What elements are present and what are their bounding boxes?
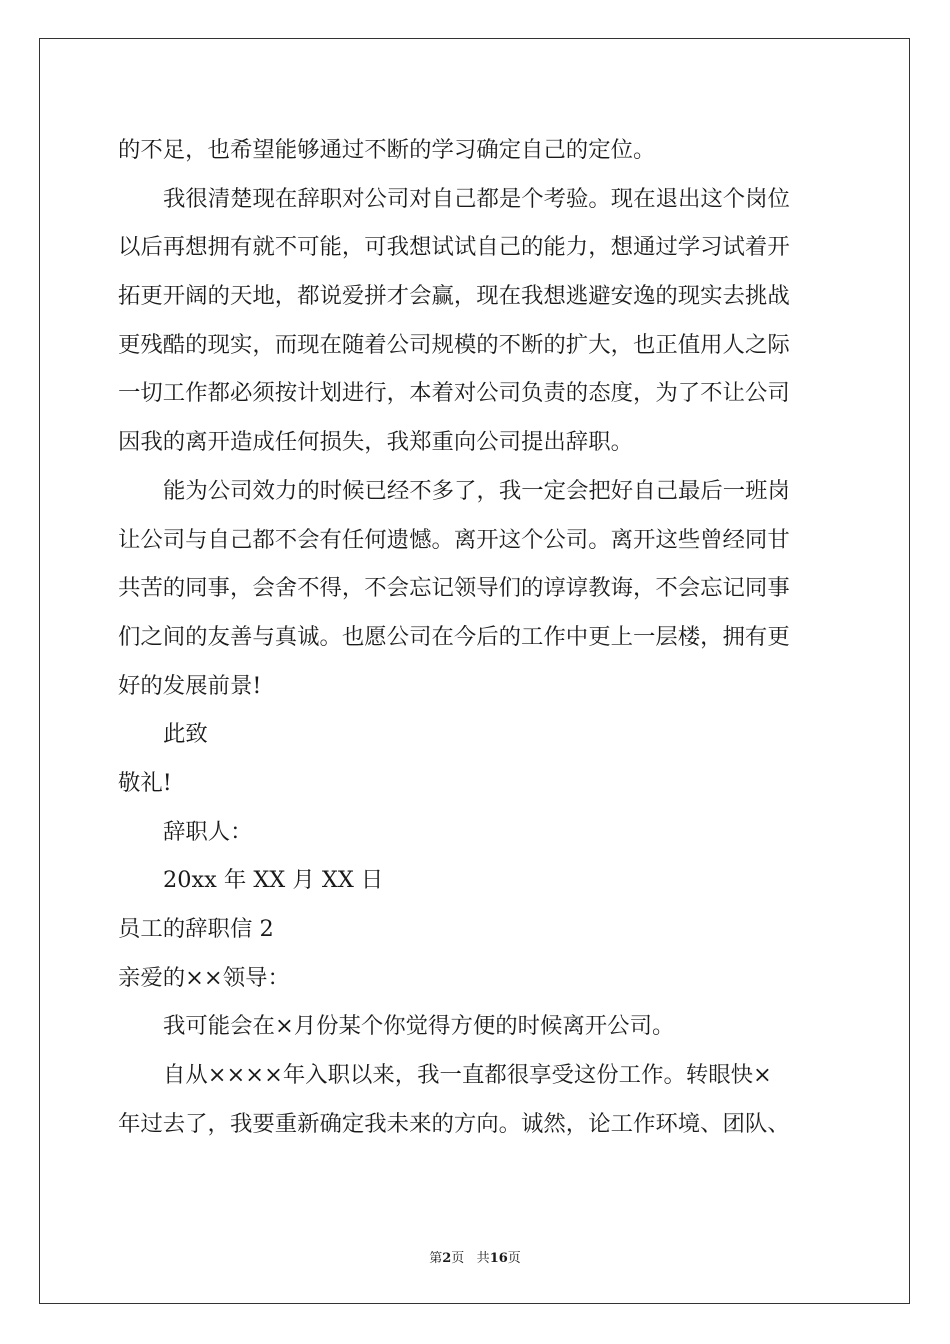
text-line: 20xx 年 XX 月 XX 日 <box>163 867 384 894</box>
text-line: 因我的离开造成任何损失，我郑重向公司提出辞职。 <box>118 429 633 456</box>
document-body <box>118 126 834 1148</box>
text-line: 共苦的同事，会舍不得，不会忘记领导们的谆谆教诲，不会忘记同事 <box>118 575 790 602</box>
current-page-number: 2 <box>442 1251 452 1266</box>
footer-total-prefix: 共 <box>476 1251 490 1266</box>
text-line: 一切工作都必须按计划进行，本着对公司负责的态度，为了不让公司 <box>118 380 790 407</box>
text-line: 好的发展前景! <box>118 672 262 699</box>
text-line: 自从××××年入职以来，我一直都很享受这份工作。转眼快× <box>163 1062 772 1089</box>
text-line: 年过去了，我要重新确定我未来的方向。诚然，论工作环境、团队、 <box>118 1110 790 1137</box>
text-line: 们之间的友善与真诚。也愿公司在今后的工作中更上一层楼，拥有更 <box>118 623 790 650</box>
text-line: 我很清楚现在辞职对公司对自己都是个考验。现在退出这个岗位 <box>163 185 790 212</box>
text-line: 能为公司效力的时候已经不多了，我一定会把好自己最后一班岗 <box>163 477 790 504</box>
text-line: 敬礼! <box>118 769 172 796</box>
text-line: 以后再想拥有就不可能，可我想试试自己的能力，想通过学习试着开 <box>118 234 790 261</box>
footer-total-unit: 页 <box>507 1251 521 1266</box>
text-line: 亲爱的××领导： <box>118 964 290 991</box>
footer-prefix: 第 <box>429 1251 443 1266</box>
text-line: 此致 <box>163 721 208 748</box>
text-line: 让公司与自己都不会有任何遗憾。离开这个公司。离开这些曾经同甘 <box>118 526 790 553</box>
text-line: 我可能会在×月份某个你觉得方便的时候离开公司。 <box>163 1013 675 1040</box>
text-line: 的不足，也希望能够通过不断的学习确定自己的定位。 <box>118 137 656 163</box>
text-line: 员工的辞职信 2 <box>118 916 274 942</box>
text-line: 更残酷的现实，而现在随着公司规模的不断的扩大，也正值用人之际 <box>118 331 790 358</box>
total-page-count: 16 <box>489 1251 508 1266</box>
footer-page-unit: 页 <box>451 1251 465 1266</box>
text-line: 辞职人： <box>163 818 253 845</box>
text-line: 拓更开阔的天地，都说爱拼才会赢，现在我想逃避安逸的现实去挑战 <box>118 283 790 310</box>
page-footer <box>0 1247 950 1266</box>
